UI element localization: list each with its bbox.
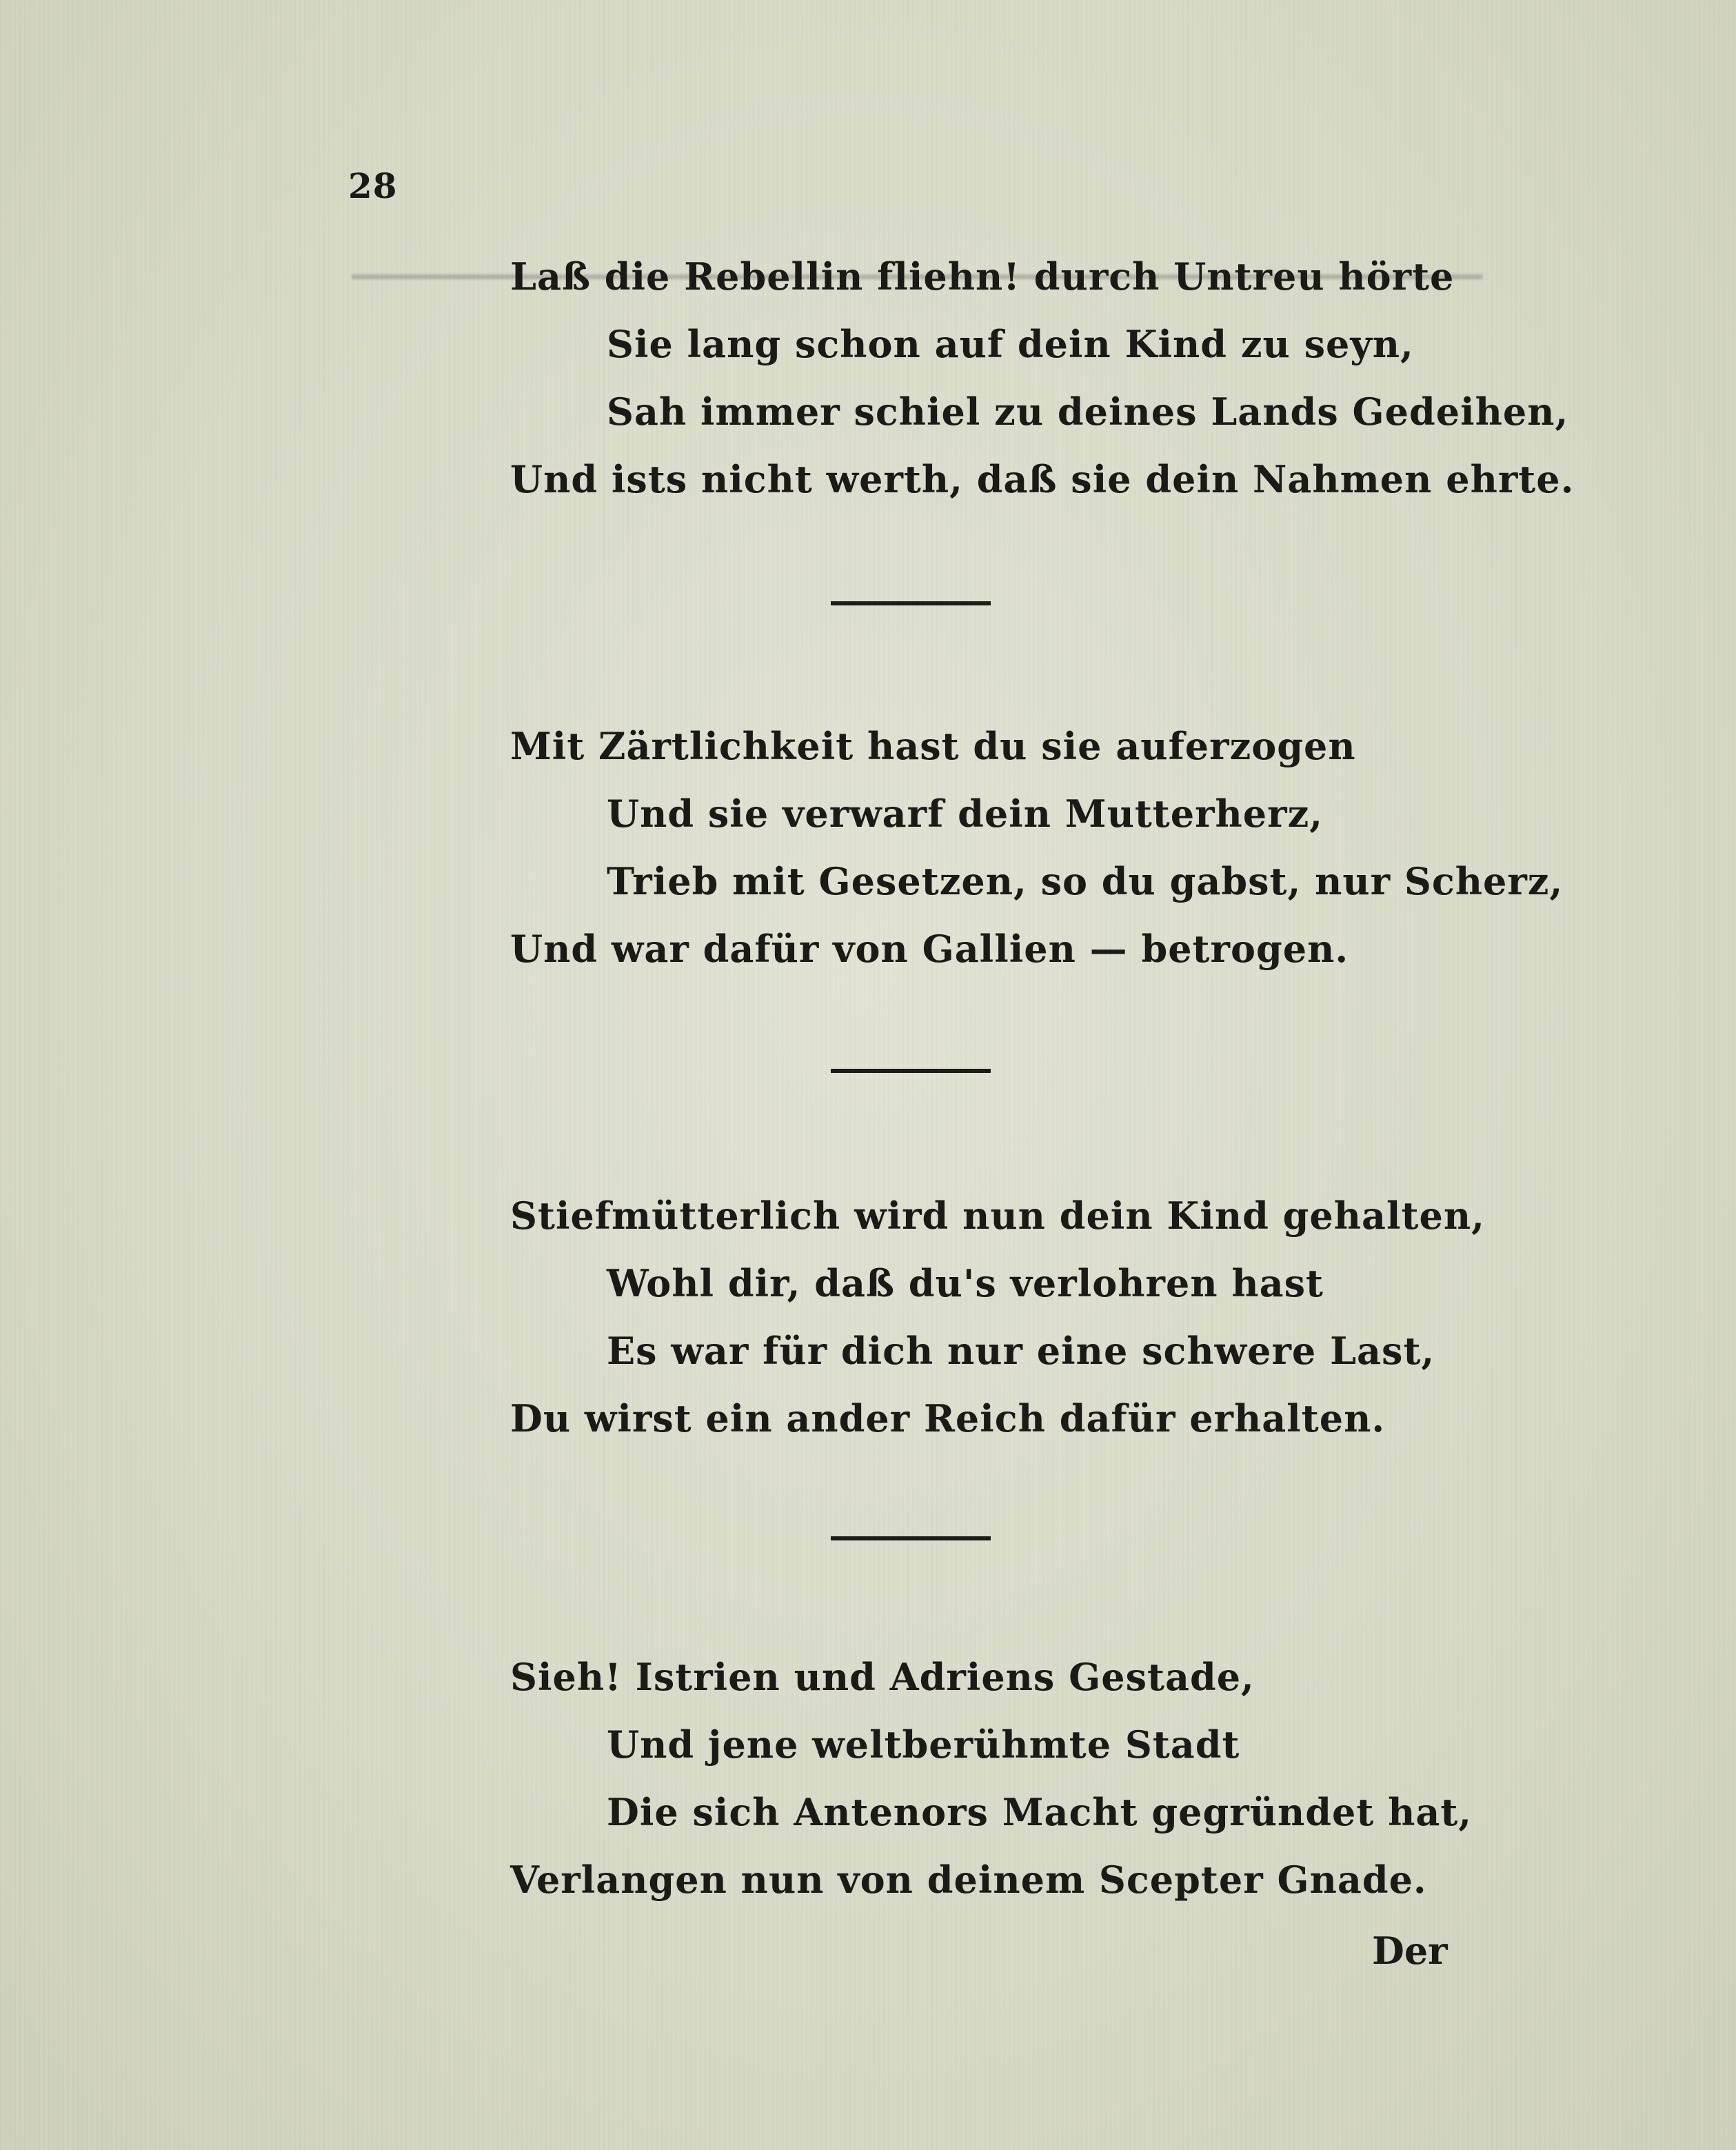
stanza-3 (510, 1182, 1485, 1452)
stanza-4 (510, 1643, 1473, 1913)
verse-line: Mit Zärtlichkeit hast du sie auferzogen (510, 724, 1356, 768)
catchword: Der (1372, 1929, 1448, 1973)
stanza-divider (831, 601, 991, 605)
verse-line: Und war dafür von Gallien — betrogen. (510, 927, 1349, 971)
page-number: 28 (348, 165, 398, 206)
verse-line: Und ists nicht werth, daß sie dein Nahmen ehrte. (510, 457, 1575, 501)
verse-line: Sieh! Istrien und Adriens Gestade, (510, 1655, 1255, 1699)
verse-line: Laß die Rebellin fliehn! durch Untreu hörte (510, 254, 1455, 299)
verse-line: Und jene weltberühmte Stadt (607, 1722, 1240, 1767)
stanza-divider (831, 1536, 991, 1540)
stanza-1 (510, 243, 1575, 513)
verse-line: Sie lang schon auf dein Kind zu seyn, (607, 322, 1414, 366)
verse-line: Und sie verwarf dein Mutterherz, (607, 792, 1324, 836)
verse-line: Die sich Antenors Macht gegründet hat, (607, 1790, 1473, 1834)
verse-line: Stiefmütterlich wird nun dein Kind gehalten, (510, 1194, 1485, 1238)
verse-line: Du wirst ein ander Reich dafür erhalten. (510, 1396, 1386, 1440)
verse-line: Wohl dir, daß du's verlohren hast (607, 1261, 1324, 1305)
verse-line: Trieb mit Gesetzen, so du gabst, nur Scherz, (607, 859, 1564, 903)
verse-line: Es war für dich nur eine schwere Last, (607, 1329, 1435, 1373)
stanza-divider (831, 1069, 991, 1073)
stanza-2 (510, 712, 1564, 983)
verse-line: Verlangen nun von deinem Scepter Gnade. (510, 1858, 1427, 1902)
verse-line: Sah immer schiel zu deines Lands Gedeihen, (607, 390, 1569, 434)
